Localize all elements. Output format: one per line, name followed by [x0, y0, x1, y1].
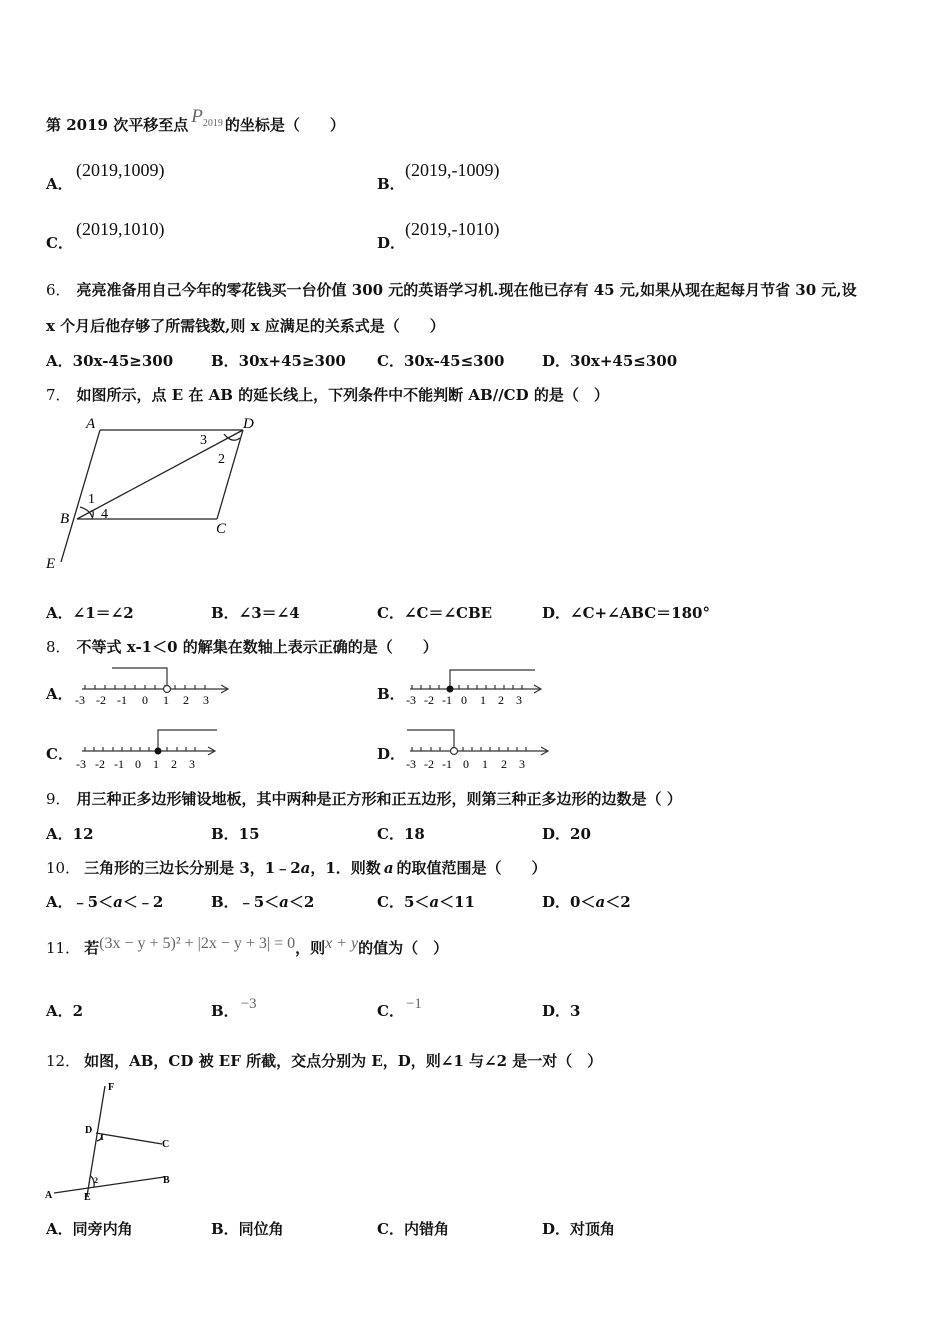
svg-text:3: 3: [189, 757, 195, 771]
q11-expression: x + y: [325, 935, 359, 952]
q8-b-solid-dot: [447, 686, 454, 693]
q12-figure: [40, 1078, 190, 1206]
q5-point-p: P: [191, 106, 203, 127]
q12-option-a[interactable]: A．同旁内角: [46, 1220, 133, 1238]
q7-angle-1: 1: [88, 492, 95, 507]
q6-option-c[interactable]: C．30x-45≤300: [377, 352, 505, 370]
svg-text:2: 2: [501, 757, 507, 771]
q10-option-d[interactable]: D．0＜a＜2: [542, 893, 631, 911]
q11-option-c[interactable]: C． −1: [377, 996, 422, 1020]
svg-text:-2: -2: [424, 757, 434, 771]
q12-option-c[interactable]: C．内错角: [377, 1220, 449, 1238]
svg-text:-3: -3: [76, 757, 86, 771]
q5-option-c-letter[interactable]: C．: [46, 234, 73, 252]
svg-text:3: 3: [203, 693, 209, 707]
q12-stem: 12． 如图，AB，CD 被 EF 所截，交点分别为 E，D，则∠1 与∠2 是一对（ ）: [46, 1052, 603, 1070]
q9-stem: 9． 用三种正多边形铺设地板，其中两种是正方形和正五边形，则第三种正多边形的边数是（ ）: [46, 790, 682, 808]
q8-d-open-dot: [451, 748, 458, 755]
q8-option-a-numberline: [72, 664, 232, 708]
q8-option-a-letter[interactable]: A．: [46, 685, 73, 703]
q8-a-open-dot: [164, 686, 171, 693]
svg-text:2: 2: [498, 693, 504, 707]
q7-label-a: A: [86, 416, 96, 432]
q7-angle-4: 4: [101, 507, 108, 522]
q10-option-a[interactable]: A．﹣5＜a＜﹣2: [46, 893, 164, 911]
svg-text:-3: -3: [406, 757, 416, 771]
svg-text:2: 2: [183, 693, 189, 707]
q7-option-d[interactable]: D．∠C+∠ABC＝180°: [542, 604, 710, 622]
q5-option-c-value: (2019,1010): [76, 219, 165, 239]
q7-angle-3: 3: [200, 433, 207, 448]
q7-angle-2: 2: [218, 452, 225, 467]
svg-text:-1: -1: [117, 693, 127, 707]
q5-option-a-value: (2019,1009): [76, 160, 165, 180]
svg-text:-1: -1: [114, 757, 124, 771]
svg-text:-1: -1: [442, 693, 452, 707]
svg-text:3: 3: [516, 693, 522, 707]
q12-option-b[interactable]: B．同位角: [211, 1220, 284, 1238]
q10-option-b[interactable]: B．﹣5＜a＜2: [211, 893, 315, 911]
q7-stem: 7． 如图所示，点 E 在 AB 的延长线上，下列条件中不能判断 AB//CD 的是（ ）: [46, 386, 609, 404]
q11-option-d[interactable]: D．3: [542, 1002, 581, 1020]
q5-option-b-value: (2019,‐1009): [405, 160, 500, 180]
q12-angle-1: 1: [100, 1133, 104, 1142]
q12-label-c: C: [162, 1139, 170, 1150]
q12-label-e: E: [84, 1192, 91, 1203]
q10-option-c[interactable]: C．5＜a＜11: [377, 893, 475, 911]
q5-option-d-letter[interactable]: D．: [377, 234, 406, 252]
svg-text:0: 0: [463, 757, 469, 771]
q7-option-a[interactable]: A．∠1＝∠2: [46, 604, 134, 622]
q7-figure: [40, 410, 270, 575]
q8-option-d-numberline: [402, 726, 562, 772]
svg-text:0: 0: [135, 757, 141, 771]
q7-label-e: E: [46, 556, 56, 572]
q7-option-b[interactable]: B．∠3＝∠4: [211, 604, 300, 622]
svg-text:0: 0: [461, 693, 467, 707]
q12-label-a: A: [45, 1190, 53, 1201]
q8-option-d-letter[interactable]: D．: [377, 745, 406, 763]
q7-label-c: C: [216, 521, 227, 537]
q5-option-d-value: (2019,‐1010): [405, 219, 500, 239]
q7-label-d: D: [243, 416, 254, 432]
q12-label-b: B: [163, 1175, 170, 1186]
q6-option-b[interactable]: B．30x+45≥300: [211, 352, 346, 370]
q8-option-c-numberline: [72, 726, 232, 772]
svg-text:1: 1: [482, 757, 488, 771]
svg-text:3: 3: [519, 757, 525, 771]
q6-line1: 6． 亮亮准备用自己今年的零花钱买一台价值 300 元的英语学习机.现在他已存有 45 元,如果从现在起每月节省 30 元,设: [46, 281, 857, 299]
q9-option-b[interactable]: B．15: [211, 825, 260, 843]
q9-option-d[interactable]: D．20: [542, 825, 591, 843]
q12-label-f: F: [108, 1082, 115, 1093]
q9-option-c[interactable]: C．18: [377, 825, 425, 843]
q10-stem: 10． 三角形的三边长分别是 3，1﹣2a，1．则数 a 的取值范围是（ ）: [46, 859, 547, 877]
q7-label-b: B: [60, 511, 70, 527]
q12-angle-2: 2: [94, 1176, 98, 1185]
svg-text:0: 0: [142, 693, 148, 707]
q11-formula: (3x − y + 5)² + |2x − y + 3| = 0: [99, 935, 296, 952]
q6-option-a[interactable]: A．30x-45≥300: [46, 352, 174, 370]
q5-stem: 第 2019 次平移至点 $P^{2019}$ 的坐标是（ ）: [46, 106, 345, 134]
q11-stem: 11． 若(3x − y + 5)² + |2x − y + 3| = 0，则x + y的值为（ ）: [46, 935, 449, 957]
q5-option-b-letter[interactable]: B．: [377, 175, 405, 193]
q6-line2: x 个月后他存够了所需钱数,则 x 应满足的关系式是（ ）: [46, 317, 445, 335]
svg-text:-2: -2: [96, 693, 106, 707]
svg-text:1: 1: [153, 757, 159, 771]
q9-option-a[interactable]: A．12: [46, 825, 94, 843]
q8-option-c-letter[interactable]: C．: [46, 745, 73, 763]
q8-option-b-letter[interactable]: B．: [377, 685, 405, 703]
svg-text:1: 1: [480, 693, 486, 707]
q8-stem: 8． 不等式 x-1＜0 的解集在数轴上表示正确的是（ ）: [46, 638, 438, 656]
q7-option-c[interactable]: C．∠C＝∠CBE: [377, 604, 493, 622]
q8-c-solid-dot: [155, 748, 162, 755]
svg-text:2: 2: [171, 757, 177, 771]
q6-option-d[interactable]: D．30x+45≤300: [542, 352, 678, 370]
svg-text:-2: -2: [95, 757, 105, 771]
svg-text:1: 1: [163, 693, 169, 707]
svg-text:-3: -3: [406, 693, 416, 707]
svg-text:-2: -2: [424, 693, 434, 707]
svg-text:-1: -1: [442, 757, 452, 771]
q12-option-d[interactable]: D．对顶角: [542, 1220, 616, 1238]
q8-option-b-numberline: [402, 664, 562, 708]
svg-text:-3: -3: [75, 693, 85, 707]
q12-label-d: D: [85, 1125, 93, 1136]
q11-option-b[interactable]: B． −3: [211, 996, 257, 1020]
q11-option-a[interactable]: A．2: [46, 1002, 84, 1020]
q5-option-a-letter[interactable]: A．: [46, 175, 73, 193]
